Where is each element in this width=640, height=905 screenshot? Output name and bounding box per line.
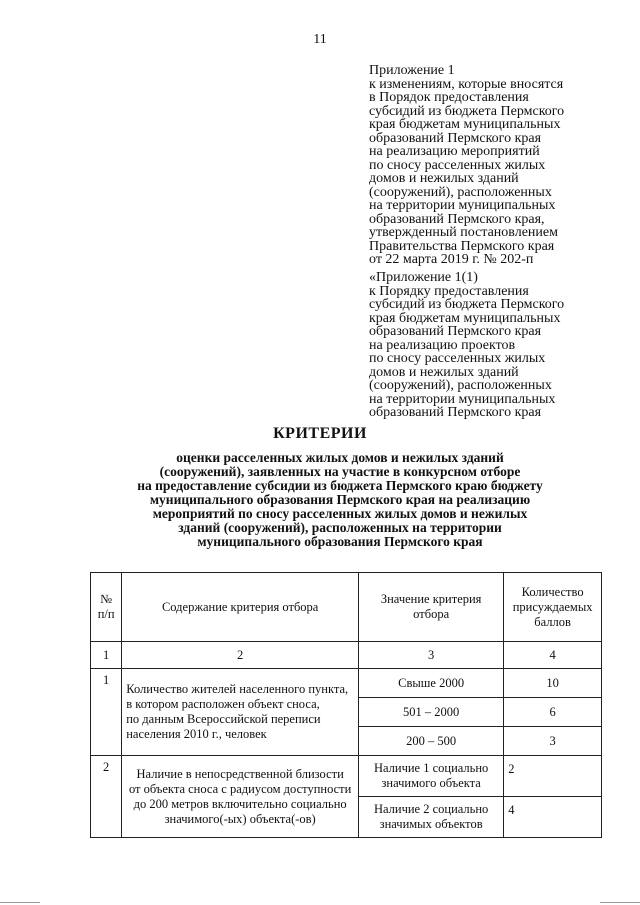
appendix-2-line: (сооружений), расположенных — [369, 378, 552, 393]
header-num-line: п/п — [97, 607, 115, 621]
header-value — [359, 573, 504, 642]
criterion-points: 3 — [504, 727, 602, 756]
appendix-1-line: на реализацию мероприятий — [369, 144, 540, 159]
criterion-value: 501 – 2000 — [359, 698, 504, 727]
page-number: 11 — [313, 32, 327, 47]
document-title: КРИТЕРИИ — [273, 425, 367, 442]
header-points-line: баллов — [534, 614, 571, 629]
appendix-2-line: «Приложение 1(1) — [369, 270, 478, 285]
appendix-1-line: в Порядок предоставления — [369, 90, 529, 105]
subtitle-line: муниципального образования Пермского края на реализацию — [149, 492, 531, 507]
appendix-1-line: субсидий из бюджета Пермского — [369, 103, 565, 119]
criterion-value — [359, 756, 504, 797]
criterion-value — [359, 797, 504, 838]
criterion-points: 2 — [504, 756, 602, 797]
appendix-2-line: образований Пермского края — [369, 324, 542, 339]
appendix-2-line: на территории муниципальных — [369, 391, 556, 407]
appendix-1-line: утвержденный постановлением — [369, 225, 558, 240]
criterion-value-line: Наличие 2 социально — [373, 802, 489, 816]
row-number: 1 — [91, 669, 122, 756]
appendix-1-line: образований Пермского края — [369, 130, 542, 146]
index-cell: 3 — [359, 642, 504, 669]
index-cell: 2 — [122, 642, 359, 669]
subtitle-line: муниципального образования Пермского края — [197, 534, 483, 549]
appendix-2-line: края бюджетам муниципальных — [369, 310, 561, 326]
header-value-line: отбора — [413, 607, 450, 621]
document-subtitle — [60, 451, 620, 549]
index-cell: 4 — [504, 642, 602, 669]
appendix-2-line: к Порядку предоставления — [369, 283, 529, 299]
criterion-points: 10 — [504, 669, 602, 698]
appendix-1-line: Приложение 1 — [369, 63, 455, 78]
appendix-1-line: Правительства Пермского края — [369, 238, 555, 254]
criterion-value: Свыше 2000 — [359, 669, 504, 698]
table-row — [91, 669, 602, 698]
criterion-line: Наличие в непосредственной близости — [136, 766, 344, 781]
criterion-points: 6 — [504, 698, 602, 727]
appendix-1-line: образований Пермского края, — [369, 211, 545, 227]
header-value-line: Значение критерия — [380, 592, 482, 606]
criterion-value-line: Наличие 1 социально — [373, 761, 489, 775]
criteria-table — [90, 572, 602, 838]
table-header-row — [91, 573, 602, 642]
appendix-2-line: образований Пермского края — [369, 405, 542, 420]
appendix-2-line: домов и нежилых зданий — [369, 364, 519, 380]
criterion-value-line: значимых объектов — [379, 817, 483, 831]
appendix-2-line: на реализацию проектов — [369, 337, 516, 353]
scan-edge-mark — [0, 902, 40, 903]
appendix-1-line: (сооружений), расположенных — [369, 184, 552, 200]
header-num — [91, 573, 122, 642]
criterion-line: населения 2010 г., человек — [126, 727, 267, 741]
criterion-value: 200 – 500 — [359, 727, 504, 756]
subtitle-line: на предоставление субсидии из бюджета Пермского краю бюджету — [137, 478, 543, 493]
appendix-1-line: домов и нежилых зданий — [369, 171, 519, 186]
scan-edge-mark — [600, 902, 640, 903]
appendix-1-line: к изменениям, которые вносятся — [369, 76, 564, 92]
subtitle-line: мероприятий по сносу расселенных жилых домов и нежилых — [152, 506, 528, 521]
table-row — [91, 756, 602, 797]
appendix-1-line: от 22 марта 2019 г. № 202-п — [369, 252, 534, 267]
criterion-content — [122, 756, 359, 838]
criterion-line: от объекта сноса с радиусом доступности — [128, 781, 352, 796]
appendix-1-header — [369, 64, 619, 267]
criterion-points: 4 — [504, 797, 602, 838]
index-cell: 1 — [91, 642, 122, 669]
header-points — [504, 573, 602, 642]
subtitle-line: оценки расселенных жилых домов и нежилых зданий — [176, 450, 504, 465]
criterion-line: значимого(-ых) объекта(-ов) — [164, 811, 316, 826]
criterion-line: в котором расположен объект сноса, — [126, 697, 320, 711]
subtitle-line: (сооружений), заявленных на участие в конкурсном отборе — [159, 464, 521, 479]
appendix-1-line: на территории муниципальных — [369, 198, 556, 213]
criterion-line: до 200 метров включительно социально — [133, 796, 347, 811]
criterion-content — [122, 669, 359, 756]
table-index-row — [91, 642, 602, 669]
appendix-2-header — [369, 271, 619, 420]
criterion-line: Количество жителей населенного пункта, — [126, 682, 349, 696]
appendix-2-line: субсидий из бюджета Пермского — [369, 297, 565, 312]
subtitle-line: зданий (сооружений), расположенных на территории — [178, 520, 502, 535]
criterion-value-line: значимого объекта — [381, 776, 481, 790]
appendix-2-line: по сносу расселенных жилых — [369, 351, 546, 366]
appendix-1-line: края бюджетам муниципальных — [369, 117, 561, 132]
header-points-line: Количество — [521, 584, 584, 599]
row-number: 2 — [91, 756, 122, 838]
header-content: Содержание критерия отбора — [122, 573, 359, 642]
header-points-line: присуждаемых — [512, 599, 593, 614]
appendix-1-line: по сносу расселенных жилых — [369, 157, 546, 173]
header-num-line: № — [100, 592, 113, 606]
criterion-line: по данным Всероссийской переписи — [126, 712, 321, 726]
